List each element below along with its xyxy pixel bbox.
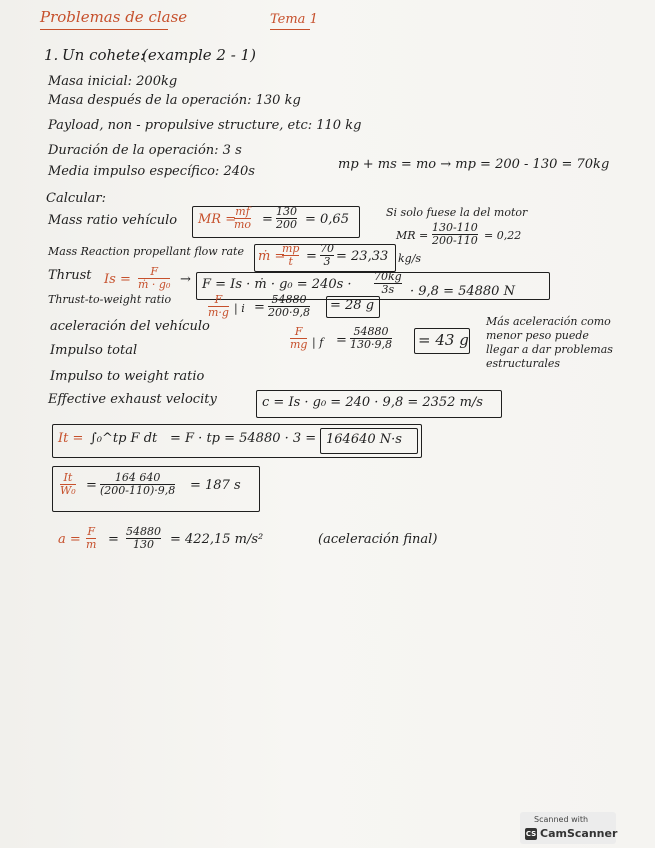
problem-title: Un cohete: xyxy=(62,46,145,64)
specific-impulse-fraction xyxy=(138,266,170,291)
calc-item: Effective exhaust velocity xyxy=(48,392,217,407)
watermark-brand: CamScanner xyxy=(540,827,618,840)
mass-ratio-lhs: MR = xyxy=(198,212,237,227)
impulse-weight-result: = 187 s xyxy=(190,478,241,493)
title-underline xyxy=(40,29,168,30)
equals-sign: = xyxy=(86,478,97,493)
acceleration-note: Más aceleración como menor peso puede llegar a dar problemas estructurales xyxy=(486,315,613,370)
fraction-denominator: m xyxy=(86,538,97,551)
fraction-numerator: F xyxy=(87,525,96,538)
flow-rate-result: = 23,33 xyxy=(336,249,389,264)
impulse-weight-symbolic xyxy=(60,472,76,497)
specific-impulse-formula: Is = xyxy=(104,272,131,287)
impulse-integral: ∫₀^tp F dt xyxy=(90,431,158,446)
thrust-mass-rate xyxy=(374,271,402,296)
fraction-numerator: 54880 xyxy=(353,325,389,338)
equals-sign: = xyxy=(336,333,347,348)
fraction-denominator: ṁ · g₀ xyxy=(138,278,171,291)
fraction-denominator: (200-110)·9,8 xyxy=(100,484,176,497)
calc-item: Impulso total xyxy=(50,343,138,358)
impulse-result: 164640 N·s xyxy=(326,432,402,447)
problem-reference: (example 2 - 1) xyxy=(142,46,256,64)
calc-item: Thrust xyxy=(48,268,92,283)
alt-mass-ratio-fraction xyxy=(432,222,478,247)
equals-sign: = xyxy=(254,300,265,315)
tw-subscript: | i xyxy=(234,302,245,315)
impulse-expression: = F · tp = 54880 · 3 = xyxy=(170,431,317,446)
exhaust-velocity-expression: c = Is · g₀ = 240 · 9,8 = 2352 m/s xyxy=(262,395,483,410)
fraction-numerator: mp xyxy=(282,242,300,255)
fraction-numerator: 70kg xyxy=(374,270,402,283)
tw-symbolic xyxy=(208,294,229,319)
fraction-denominator: 200-110 xyxy=(432,234,478,247)
fraction-denominator: mg xyxy=(290,338,308,351)
given-item: Masa inicial: 200kg xyxy=(48,74,178,89)
equals-sign: = xyxy=(262,212,273,227)
page-title: Problemas de clase xyxy=(40,8,188,26)
calc-label: Calcular: xyxy=(46,191,107,206)
fraction-numerator: It xyxy=(63,471,73,484)
final-accel-note: (aceleración final) xyxy=(318,532,438,547)
accel-symbolic xyxy=(290,326,307,351)
given-item: Masa después de la operación: 130 kg xyxy=(48,93,301,108)
flow-rate-unit: kg/s xyxy=(398,252,422,265)
tw-numeric xyxy=(268,294,310,319)
topic-label: Tema 1 xyxy=(270,12,318,27)
fraction-denominator: m·g xyxy=(208,306,229,319)
impulse-weight-numeric xyxy=(100,472,175,497)
fraction-numerator: 70 xyxy=(320,242,334,255)
fraction-numerator: 164 640 xyxy=(114,471,161,484)
fraction-denominator: 200·9,8 xyxy=(268,306,310,319)
final-accel-result: = 422,15 m/s² xyxy=(170,532,264,547)
fraction-numerator: 130-110 xyxy=(432,221,478,234)
topic-underline xyxy=(270,29,310,30)
fraction-denominator: 130·9,8 xyxy=(350,338,392,351)
fraction-denominator: 3s xyxy=(381,283,395,296)
given-item: Payload, non - propulsive structure, etc: 110 kg xyxy=(48,118,362,133)
fraction-numerator: F xyxy=(294,325,303,338)
accel-result: = 43 g xyxy=(418,331,469,349)
fraction-denominator: W₀ xyxy=(60,484,76,497)
final-accel-numeric xyxy=(126,526,161,551)
mass-relation: mp + ms = mo → mp = 200 - 130 = 70kg xyxy=(338,157,610,172)
fraction-denominator: mo xyxy=(234,218,252,231)
given-item: Duración de la operación: 3 s xyxy=(48,143,242,158)
accel-numeric xyxy=(350,326,392,351)
accel-subscript: | f xyxy=(312,336,324,349)
equals-sign: = xyxy=(108,532,119,547)
equals-sign: = xyxy=(306,249,317,264)
camscanner-logo-icon: CS xyxy=(525,830,537,838)
flow-rate-symbolic xyxy=(282,243,299,268)
alt-mass-ratio-lhs: MR = xyxy=(396,229,429,242)
fraction-numerator: 54880 xyxy=(271,293,307,306)
fraction-denominator: 200 xyxy=(276,218,297,231)
arrow: → xyxy=(180,272,191,287)
fraction-numerator: 54880 xyxy=(126,525,161,538)
thrust-expression: F = Is · ṁ · g₀ = 240s · xyxy=(202,277,352,292)
fraction-numerator: 130 xyxy=(276,205,297,218)
camscanner-watermark xyxy=(520,812,616,844)
calc-item: Impulso to weight ratio xyxy=(50,369,205,384)
mass-ratio-numeric xyxy=(276,206,297,231)
mass-ratio-result: = 0,65 xyxy=(305,212,349,227)
tw-result: = 28 g xyxy=(330,298,375,313)
impulse-lhs: It = xyxy=(58,431,84,446)
flow-rate-numeric xyxy=(320,243,334,268)
fraction-numerator: mf xyxy=(235,205,250,218)
calc-item: aceleración del vehículo xyxy=(50,319,210,334)
fraction-denominator: 3 xyxy=(323,255,331,268)
given-item: Media impulso específico: 240s xyxy=(48,164,255,179)
alt-mass-ratio-result: = 0,22 xyxy=(484,229,522,242)
final-accel-lhs: a = xyxy=(58,532,81,547)
thrust-result: · 9,8 = 54880 N xyxy=(410,284,515,299)
calc-item: Mass ratio vehículo xyxy=(48,213,178,228)
mass-ratio-note: Si solo fuese la del motor xyxy=(386,206,528,219)
watermark-caption: Scanned with xyxy=(534,815,589,824)
fraction-numerator: F xyxy=(214,293,223,306)
fraction-numerator: F xyxy=(150,265,158,278)
problem-number: 1. xyxy=(44,46,59,64)
calc-item: Mass Reaction propellant flow rate xyxy=(48,245,244,258)
fraction-denominator: 130 xyxy=(133,538,154,551)
calc-item: Thrust-to-weight ratio xyxy=(48,293,172,306)
final-accel-symbolic xyxy=(86,526,96,551)
flow-rate-lhs: ṁ = xyxy=(258,249,286,264)
mass-ratio-symbolic xyxy=(234,206,251,231)
fraction-denominator: t xyxy=(288,255,293,268)
